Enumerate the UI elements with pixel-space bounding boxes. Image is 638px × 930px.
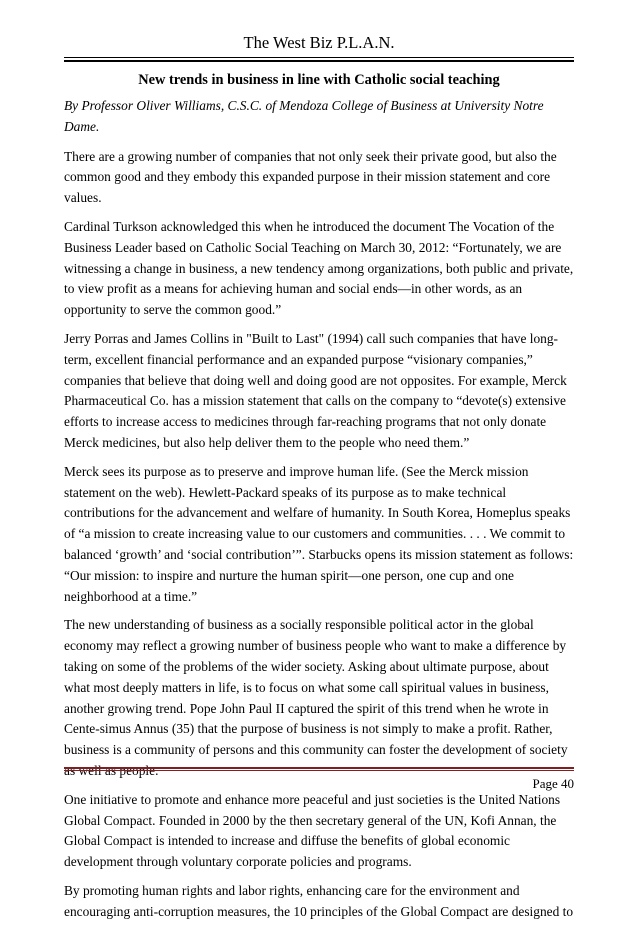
header-rule-thin xyxy=(64,57,574,58)
article-byline: By Professor Oliver Williams, C.S.C. of Mendoza College of Business at University Notre Dame. xyxy=(64,98,544,134)
paragraph: One initiative to promote and enhance more peaceful and just societies is the United Nations Global Compact. Founded in 2000 by the then secretary general of the UN, Kofi Annan, the Global Compact is intended to increase and diffuse the benefits of global economic development through voluntary corporate policies and programs. xyxy=(64,791,561,870)
paragraph: Merck sees its purpose as to preserve and improve human life. (See the Merck mission statement on the web). Hewlett-Packard speaks of its purpose as to make technical contributions for the advancement and welfare of humanity. In South Korea, Homeplus speaks of “a mission to create increasing value to our customers and communities. . . . We commit to balanced ‘growth’ and ‘social contribution’”. Starbucks opens its mission statement as follows: “Our mission: to inspire and nurture the human spirit—one person, one cup and one neighborhood at a time.” xyxy=(64,463,574,604)
page-number: Page 40 xyxy=(532,776,574,791)
running-header-title: The West Biz P.L.A.N. xyxy=(243,33,395,52)
article-body xyxy=(64,70,574,930)
footer-rule-thick xyxy=(64,767,574,769)
paragraph: Cardinal Turkson acknowledged this when he introduced the document The Vocation of the Business Leader based on Catholic Social Teaching on March 30, 2012: “Fortunately, we are witnessing a change in business, a new tendency among organizations, both public and private, to view profit as a means for achieving human and social ends—in other words, as an opportunity to serve the common good.” xyxy=(64,218,574,318)
paragraph: The new understanding of business as a socially responsible political actor in the global economy may reflect a growing number of business people who want to make a difference by taking on some of the problems of the wider society. Asking about ultimate purpose, about what most deeply matters in life, is to focus on what some call spiritual values in business, another growing trend. Pope John Paul II captured the spirit of this trend when he wrote in Cente-simus Annus (35) that the purpose of business is not simply to make a profit. Rather, business is a community of persons and this community can foster the development of society as as xyxy=(64,617,568,778)
header-rule-thick xyxy=(64,60,574,62)
article-title: New trends in business in line with Catholic social teaching xyxy=(138,72,500,88)
paragraph: By promoting human rights and labor rights, enhancing care for the environment and encouraging anti-corruption measures, the 10 principles of the Global Compact are designed to xyxy=(64,882,574,919)
paragraph: There are a growing number of companies that not only seek their private good, but also the common good and they embody this expanded purpose in their mission statement and core values. xyxy=(64,148,557,206)
footer-rule-thin xyxy=(64,770,574,771)
paragraph: Jerry Porras and James Collins in "Built to Last" (1994) call such companies that have long-term, excellent financial performance and an expanded purpose “visionary companies,” companies that believe that doing well and doing good are not opposites. For example, Merck Pharmaceutical Co. has a mission statement that calls on the company to “devote(s) extensive efforts to increase access to medicines through far-reaching programs that not only donate Merck medicines, but also help deliver them to the people who need them.” xyxy=(64,330,567,450)
